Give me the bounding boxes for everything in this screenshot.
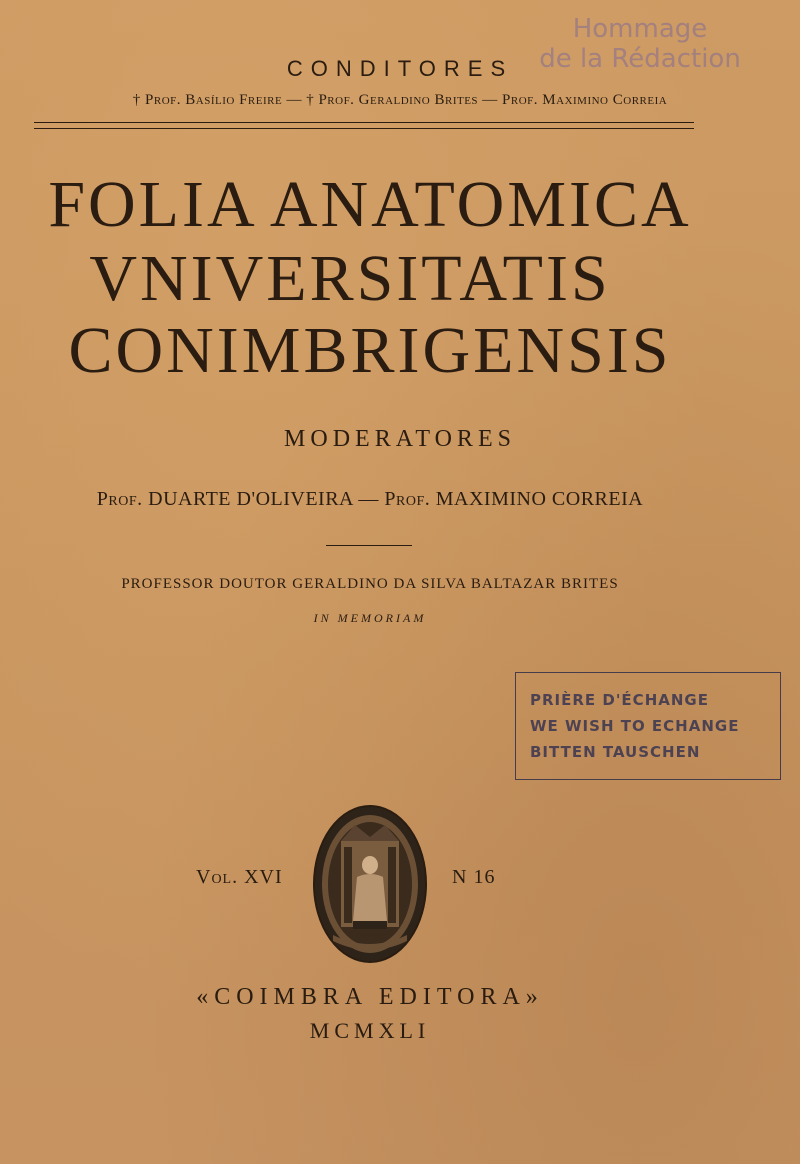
exchange-stamp-line3: BITTEN TAUSCHEN — [530, 743, 701, 761]
memorial-subtitle: IN MEMORIAM — [313, 611, 427, 625]
exchange-stamp — [515, 672, 781, 780]
exchange-stamp-line1: PRIÈRE D'ÉCHANGE — [530, 691, 709, 709]
moderatores-heading: MODERATORES — [284, 426, 516, 452]
moderator-prefix-1: Prof. — [96, 488, 143, 510]
issue-number: N 16 — [452, 866, 496, 888]
publisher-name: «COIMBRA EDITORA» — [196, 984, 544, 1010]
volume-label: Vol. XVI — [196, 866, 283, 888]
hommage-stamp-line1: Hommage — [572, 14, 708, 44]
title-line-3: CONIMBRIGENSIS — [68, 314, 672, 387]
moderator-name-1: DUARTE D'OLIVEIRA — [148, 488, 353, 510]
moderator-prefix-2: Prof. — [384, 488, 431, 510]
university-seal-icon — [311, 803, 429, 965]
memorial-name: PROFESSOR DOUTOR GERALDINO DA SILVA BALTAZAR BRITES — [121, 576, 619, 592]
hommage-stamp-line2: de la Rédaction — [539, 44, 741, 74]
conditores-names: † Prof. Basílio Freire — † Prof. Geraldino Brites — Prof. Maximino Correia — [132, 92, 668, 108]
conditores-heading: CONDITORES — [286, 56, 514, 81]
moderator-name-2: MAXIMINO CORREIA — [435, 488, 644, 510]
title-line-2: VNIVERSITATIS — [89, 242, 611, 315]
title-line-1: FOLIA ANATOMICA — [48, 168, 692, 241]
double-rule-divider — [34, 122, 694, 129]
moderator-separator: — — [358, 488, 379, 510]
short-rule-divider — [326, 545, 412, 546]
exchange-stamp-line2: WE WISH TO ECHANGE — [530, 717, 740, 735]
publication-year: MCMXLI — [309, 1018, 431, 1043]
moderatores-names — [0, 488, 740, 511]
